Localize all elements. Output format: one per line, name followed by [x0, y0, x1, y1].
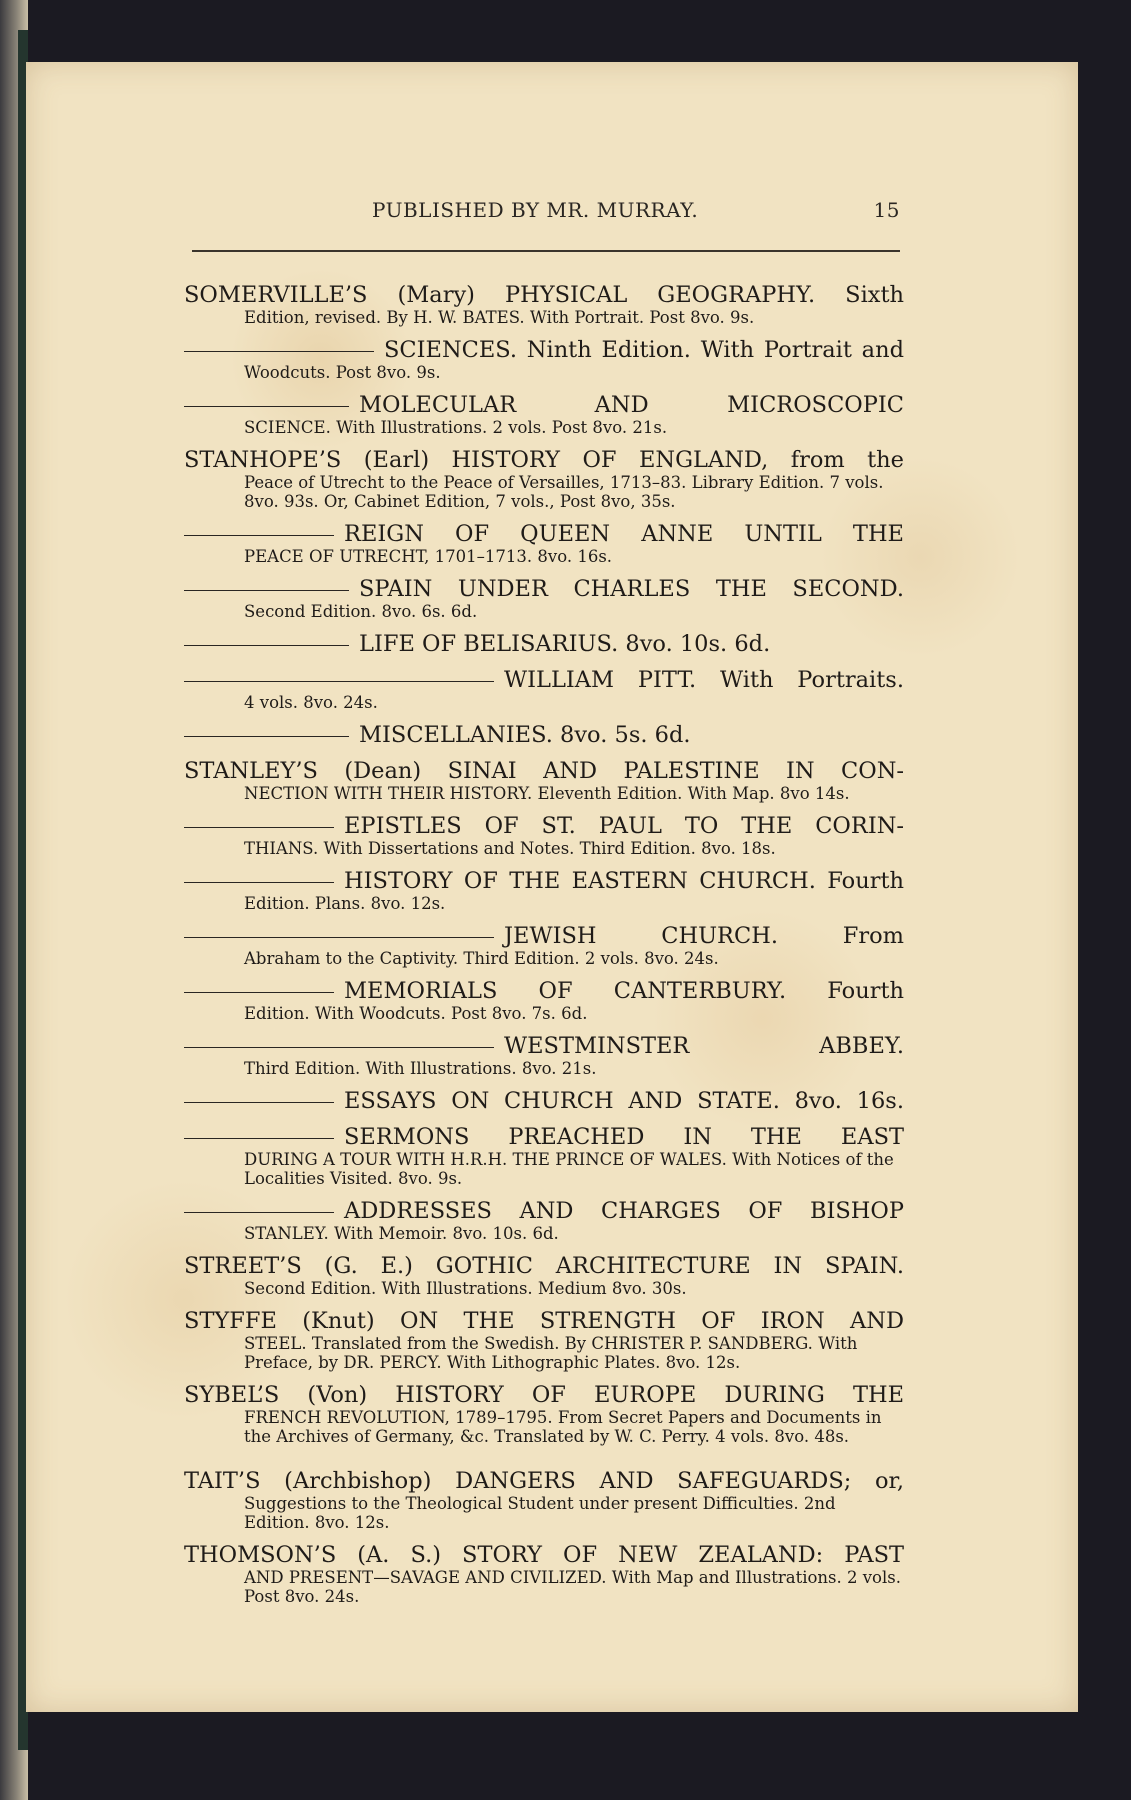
entry-details: Edition. Plans. 8vo. 12s. [244, 894, 446, 913]
catalogue-entry [184, 978, 904, 1023]
entry-heading: THOMSON’S (A. S.) STORY OF NEW ZEALAND: PAST [184, 1542, 904, 1568]
entry-heading: TAIT’S (Archbishop) DANGERS AND SAFEGUARDS; or, [184, 1468, 904, 1494]
entry-heading: SYBEL’S (Von) HISTORY OF EUROPE DURING THE [184, 1382, 904, 1408]
ditto-rule [184, 1102, 334, 1103]
entry-heading: SPAIN UNDER CHARLES THE SECOND. [359, 576, 904, 602]
catalogue-entry [184, 1198, 904, 1243]
entry-details: Second Edition. With Illustrations. Medium 8vo. 30s. [244, 1279, 687, 1298]
catalogue-entry [184, 667, 904, 712]
entry-heading: STANLEY’S (Dean) SINAI AND PALESTINE IN CON- [184, 758, 904, 784]
entry-heading: MOLECULAR AND MICROSCOPIC [359, 392, 904, 418]
ditto-rule [184, 1212, 334, 1213]
catalogue-entry [184, 1088, 904, 1114]
entry-heading: MISCELLANIES. 8vo. 5s. 6d. [359, 722, 691, 748]
entry-heading: REIGN OF QUEEN ANNE UNTIL THE [344, 521, 904, 547]
ditto-rule [184, 590, 349, 591]
entry-details: 4 vols. 8vo. 24s. [244, 693, 378, 712]
catalogue-entry [184, 1033, 904, 1078]
entry-details: Woodcuts. Post 8vo. 9s. [244, 363, 441, 382]
entry-details: Second Edition. 8vo. 6s. 6d. [244, 602, 478, 621]
ditto-rule [184, 736, 349, 737]
catalogue-entry [184, 282, 904, 327]
entry-details: AND PRESENT—SAVAGE AND CIVILIZED. With Map and Illustrations. 2 vols. Post 8vo. 24s. [244, 1568, 901, 1606]
ditto-rule [184, 937, 494, 938]
ditto-rule [184, 645, 349, 646]
catalogue-entry [184, 337, 904, 382]
catalogue-entry [184, 447, 904, 511]
entry-heading: STYFFE (Knut) ON THE STRENGTH OF IRON AND [184, 1308, 904, 1334]
catalogue-entry [184, 1253, 904, 1298]
ditto-rule [184, 1138, 334, 1139]
entry-heading: MEMORIALS OF CANTERBURY. Fourth [344, 978, 904, 1004]
catalogue-entry [184, 1124, 904, 1188]
catalogue-entry [184, 722, 904, 748]
catalogue-entry [184, 1542, 904, 1606]
entry-details: PEACE OF UTRECHT, 1701–1713. 8vo. 16s. [244, 547, 613, 566]
entry-details: Peace of Utrecht to the Peace of Versailles, 1713–83. Library Edition. 7 vols. 8vo. 93s. Or, Cabinet Edition, 7 vols., Post 8vo, 35s. [244, 473, 884, 511]
entry-heading: EPISTLES OF ST. PAUL TO THE CORIN- [344, 813, 904, 839]
running-header [346, 198, 906, 228]
entry-details: STANLEY. With Memoir. 8vo. 10s. 6d. [244, 1224, 559, 1243]
catalogue-entry [184, 521, 904, 566]
entry-heading: HISTORY OF THE EASTERN CHURCH. Fourth [344, 868, 904, 894]
entry-details: Edition. With Woodcuts. Post 8vo. 7s. 6d. [244, 1004, 588, 1023]
header-rule [192, 250, 900, 252]
catalogue-entry [184, 813, 904, 858]
catalogue-entry [184, 576, 904, 621]
entry-details: NECTION WITH THEIR HISTORY. Eleventh Edition. With Map. 8vo 14s. [244, 784, 850, 803]
entry-details: Third Edition. With Illustrations. 8vo. 21s. [244, 1059, 597, 1078]
entry-details: Edition, revised. By H. W. BATES. With Portrait. Post 8vo. 9s. [244, 308, 755, 327]
catalogue-entry [184, 631, 904, 657]
entry-details: THIANS. With Dissertations and Notes. Third Edition. 8vo. 18s. [244, 839, 776, 858]
catalogue-entry [184, 1468, 904, 1532]
entry-heading: SERMONS PREACHED IN THE EAST [344, 1124, 904, 1150]
catalogue-entry [184, 868, 904, 913]
entry-details: Suggestions to the Theological Student under present Difficulties. 2nd Edition. 8vo. 12s. [244, 1494, 836, 1532]
entry-heading: STANHOPE’S (Earl) HISTORY OF ENGLAND, from the [184, 447, 904, 473]
ditto-rule [184, 1047, 494, 1048]
entry-heading: STREET’S (G. E.) GOTHIC ARCHITECTURE IN SPAIN. [184, 1253, 904, 1279]
entry-details: SCIENCE. With Illustrations. 2 vols. Post 8vo. 21s. [244, 418, 668, 437]
entry-heading: LIFE OF BELISARIUS. 8vo. 10s. 6d. [359, 631, 771, 657]
catalogue-entry [184, 1308, 904, 1372]
entry-details: Abraham to the Captivity. Third Edition. 2 vols. 8vo. 24s. [244, 949, 719, 968]
ditto-rule [184, 992, 334, 993]
entry-heading: WESTMINSTER ABBEY. [504, 1033, 904, 1059]
page-number: 15 [873, 198, 900, 222]
ditto-rule [184, 406, 349, 407]
ditto-rule [184, 827, 334, 828]
entry-heading: WILLIAM PITT. With Portraits. [504, 667, 904, 693]
entry-heading: ADDRESSES AND CHARGES OF BISHOP [344, 1198, 904, 1224]
ditto-rule [184, 681, 494, 682]
catalogue-entry [184, 1382, 904, 1446]
catalogue-list [184, 282, 904, 1616]
catalogue-entry [184, 392, 904, 437]
entry-heading: JEWISH CHURCH. From [504, 923, 904, 949]
ditto-rule [184, 351, 374, 352]
entry-heading: SOMERVILLE’S (Mary) PHYSICAL GEOGRAPHY. Sixth [184, 282, 904, 308]
catalogue-entry [184, 758, 904, 803]
ditto-rule [184, 882, 334, 883]
entry-details: DURING A TOUR WITH H.R.H. THE PRINCE OF WALES. With Notices of the Localities Visited. 8vo. 9s. [244, 1150, 894, 1188]
entry-heading: ESSAYS ON CHURCH AND STATE. 8vo. 16s. [344, 1088, 904, 1114]
ditto-rule [184, 535, 334, 536]
entry-details: FRENCH REVOLUTION, 1789–1795. From Secret Papers and Documents in the Archives of Germany, &c. Translated by W. C. Perry. 4 vols. 8vo. 48s. [244, 1408, 882, 1446]
entry-details: STEEL. Translated from the Swedish. By CHRISTER P. SANDBERG. With Preface, by DR. PERCY. With Lithographic Plates. 8vo. 12s. [244, 1334, 858, 1372]
catalogue-entry [184, 923, 904, 968]
running-title: PUBLISHED BY MR. MURRAY. [372, 198, 699, 222]
entry-heading: SCIENCES. Ninth Edition. With Portrait and [384, 337, 904, 363]
